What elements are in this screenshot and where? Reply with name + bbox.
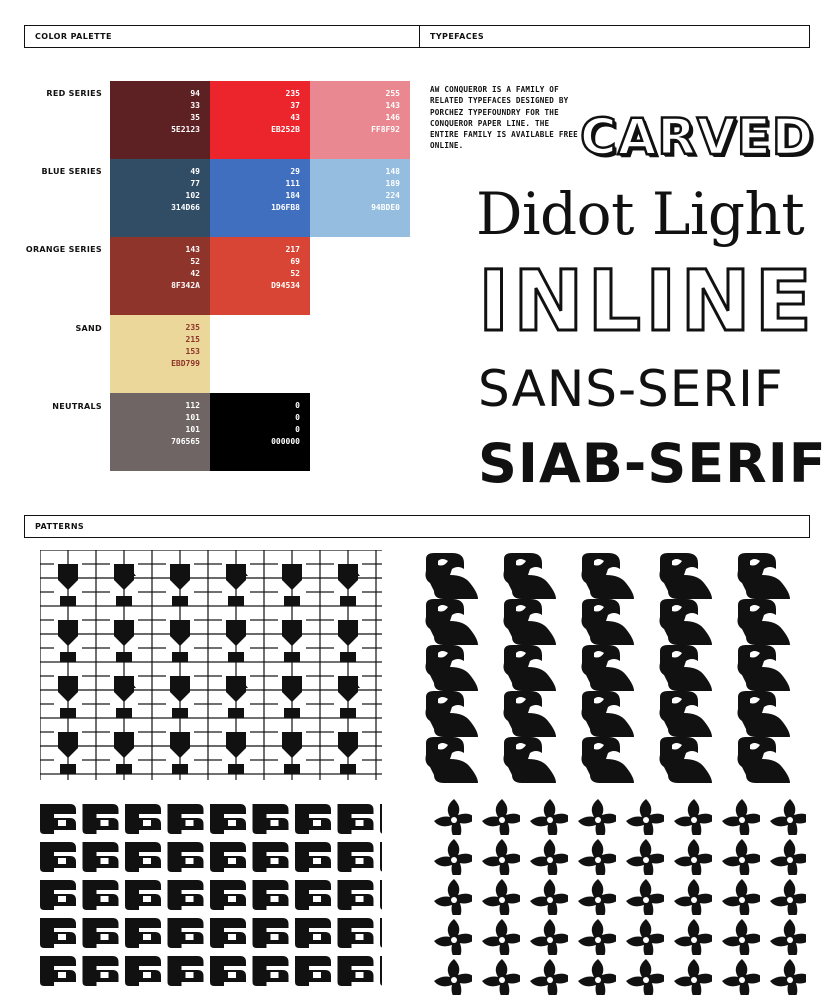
swatch-value-b: 42 [190,269,200,278]
swatch-value-r: 255 [385,89,400,98]
swatch-value-r: 29 [290,167,300,176]
pattern-black-hooks [424,553,806,783]
swatch-value-b: 101 [185,425,200,434]
swatch-value-g: 111 [285,179,300,188]
swatch-value-g: 143 [385,101,400,110]
swatch-value-r: 235 [185,323,200,332]
swatch-value-r: 148 [385,167,400,176]
pattern-black-glyphs [40,800,382,990]
swatch-value-hex: 000000 [271,437,300,446]
swatch-value-b: 35 [190,113,200,122]
color-palette-header [25,26,419,47]
swatch-value-r: 217 [285,245,300,254]
slab-serif-sample: SIAB-SERIF [478,432,827,495]
swatch-value-g: 215 [185,335,200,344]
swatch-value-r: 0 [295,401,300,410]
swatch-314d66 [110,159,210,237]
typefaces-intro-text: AW CONQUEROR IS A FAMILY OF RELATED TYPEFACES DESIGNED BY PORCHEZ TYPEFOUNDRY FOR THE CONQUEROR PAPER LINE. THE ENTIRE FAMILY IS AVAILABLE FREE ONLINE. [430,85,578,151]
swatch-value-hex: 8F342A [171,281,200,290]
top-header-bar [24,25,810,48]
swatch-value-hex: D94534 [271,281,300,290]
swatch-ebd799 [110,315,210,393]
patterns-header [25,516,84,537]
swatch-value-b: 146 [385,113,400,122]
swatch-value-hex: FF8F92 [371,125,400,134]
swatch-value-g: 33 [190,101,200,110]
swatch-value-r: 143 [185,245,200,254]
swatch-000000 [210,393,310,471]
row-label-neutrals: NEUTRALS [52,402,102,411]
patterns-title: PATTERNS [35,522,85,531]
swatch-1d6fb8 [210,159,310,237]
swatch-value-hex: 314D66 [171,203,200,212]
swatch-value-hex: 5E2123 [171,125,200,134]
swatch-value-b: 184 [285,191,300,200]
swatch-value-g: 77 [190,179,200,188]
swatch-5e2123 [110,81,210,159]
row-label-orange-series: ORANGE SERIES [25,245,102,254]
swatch-value-hex: 1D6FB8 [271,203,300,212]
swatch-value-r: 112 [185,401,200,410]
row-label-sand: SAND [75,324,102,333]
didot-light-sample: Didot Light [476,180,805,248]
swatch-value-hex: 94BDE0 [371,203,400,212]
swatch-value-b: 52 [290,269,300,278]
swatch-value-b: 153 [185,347,200,356]
sans-serif-sample: SANS-SERIF [478,360,784,418]
row-label-red-series: RED SERIES [46,89,102,98]
swatch-value-hex: EB252B [271,125,300,134]
pattern-outline-tiles [40,550,382,780]
swatch-8f342a [110,237,210,315]
color-palette-title: COLOR PALETTE [35,32,112,41]
swatch-value-b: 102 [185,191,200,200]
inline-sample: INLINE [478,252,817,350]
swatch-value-g: 52 [190,257,200,266]
swatch-eb252b [210,81,310,159]
swatch-value-r: 235 [285,89,300,98]
swatch-value-g: 37 [290,101,300,110]
pattern-black-floral [424,795,806,995]
patterns-header-bar [24,515,810,538]
swatch-value-hex: 706565 [171,437,200,446]
typefaces-header [419,26,809,47]
swatch-value-g: 101 [185,413,200,422]
carved-sample: CARVED [580,108,815,166]
swatch-value-b: 43 [290,113,300,122]
swatch-ff8f92 [310,81,410,159]
swatch-94bde0 [310,159,410,237]
swatch-value-b: 0 [295,425,300,434]
typefaces-title: TYPEFACES [430,32,485,41]
swatch-value-b: 224 [385,191,400,200]
swatch-value-g: 0 [295,413,300,422]
swatch-value-g: 69 [290,257,300,266]
swatch-value-r: 94 [190,89,200,98]
swatch-706565 [110,393,210,471]
swatch-value-g: 189 [385,179,400,188]
swatch-value-hex: EBD799 [171,359,200,368]
swatch-d94534 [210,237,310,315]
row-label-blue-series: BLUE SERIES [41,167,102,176]
swatch-value-r: 49 [190,167,200,176]
